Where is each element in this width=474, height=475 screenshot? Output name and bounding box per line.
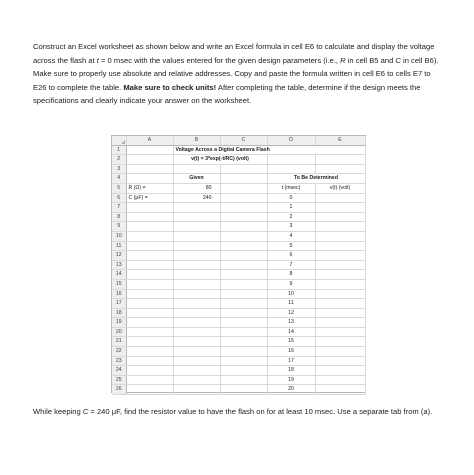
sheet-cell[interactable]: [315, 366, 365, 376]
instruction-text: Construct an Excel worksheet as shown below and write an Excel formula in cell E6 to calculate and display the voltage across the flash at: [33, 42, 435, 65]
row-number[interactable]: 5: [112, 183, 126, 193]
sheet-cell[interactable]: [173, 270, 220, 280]
sheet-cell[interactable]: [315, 241, 365, 251]
variable-c: C: [395, 55, 401, 65]
sheet-cell[interactable]: [267, 155, 315, 165]
sheet-row: [112, 308, 365, 318]
sheet-cell[interactable]: [220, 231, 267, 241]
sheet-row: [112, 270, 365, 280]
sheet-cell[interactable]: [315, 289, 365, 299]
sheet-row: [112, 231, 365, 241]
sheet-cell[interactable]: [126, 222, 173, 232]
sheet-cell[interactable]: [126, 318, 173, 328]
sheet-cell[interactable]: [126, 174, 173, 184]
row-number[interactable]: 14: [112, 270, 126, 280]
row-number[interactable]: 25: [112, 375, 126, 385]
t-value-cell[interactable]: 20: [267, 385, 315, 395]
sheet-row: [112, 375, 365, 385]
sheet-cell[interactable]: [126, 347, 173, 357]
sheet-row: [112, 241, 365, 251]
t-value-cell[interactable]: 5: [267, 241, 315, 251]
sheet-cell[interactable]: [173, 251, 220, 261]
sheet-row: [112, 318, 365, 328]
sheet-cell[interactable]: [173, 241, 220, 251]
sheet-cell[interactable]: [315, 318, 365, 328]
t-value-cell[interactable]: 2: [267, 212, 315, 222]
instruction-text: in cell B5 and: [345, 55, 396, 65]
t-value-cell[interactable]: 11: [267, 299, 315, 309]
sheet-cell[interactable]: [220, 299, 267, 309]
sheet-row: [112, 145, 365, 155]
sheet-row: [112, 174, 365, 184]
sheet-cell[interactable]: [126, 356, 173, 366]
row-number[interactable]: 12: [112, 251, 126, 261]
instruction-text: = 0 msec with the values entered for the given design parameters (i.e.,: [98, 55, 341, 65]
row-number[interactable]: 22: [112, 347, 126, 357]
row-number[interactable]: 7: [112, 203, 126, 213]
sheet-row: [112, 347, 365, 357]
sheet-cell[interactable]: [220, 375, 267, 385]
sheet-row: [112, 260, 365, 270]
t-value-cell[interactable]: 6: [267, 251, 315, 261]
t-value-cell[interactable]: 3: [267, 222, 315, 232]
t-value-cell[interactable]: 13: [267, 318, 315, 328]
sheet-cell[interactable]: [126, 337, 173, 347]
formula-label-cell[interactable]: v(t) = 3*exp(-t/RC) (volt): [173, 155, 267, 165]
sheet-cell[interactable]: [315, 308, 365, 318]
sheet-cell[interactable]: [220, 337, 267, 347]
sheet-cell[interactable]: [220, 356, 267, 366]
instruction-text: While keeping: [33, 407, 83, 416]
sheet-cell[interactable]: [220, 366, 267, 376]
sheet-cell[interactable]: [315, 375, 365, 385]
sheet-cell[interactable]: [173, 289, 220, 299]
sheet-row: [112, 366, 365, 376]
sheet-row: [112, 193, 365, 203]
row-number[interactable]: 13: [112, 260, 126, 270]
given-label-cell[interactable]: Given: [173, 174, 220, 184]
sheet-cell[interactable]: [173, 299, 220, 309]
t-value-cell[interactable]: 8: [267, 270, 315, 280]
sheet-cell[interactable]: [126, 251, 173, 261]
row-number[interactable]: 20: [112, 327, 126, 337]
follow-up-paragraph: [33, 405, 443, 419]
sheet-row: [112, 385, 365, 395]
row-number[interactable]: 6: [112, 193, 126, 203]
sheet-row: [112, 337, 365, 347]
sheet-cell[interactable]: [173, 347, 220, 357]
sheet-cell[interactable]: [315, 347, 365, 357]
sheet-cell[interactable]: [126, 203, 173, 213]
sheet-cell[interactable]: [126, 385, 173, 395]
sheet-cell[interactable]: [126, 145, 173, 155]
sheet-cell[interactable]: [173, 212, 220, 222]
instruction-text: in cell B6). Make sure to properly use absolute and relative addresses. Copy and paste the formula written in cell E6 to cells E7 to E26 to complete the table.: [33, 55, 439, 92]
r-label-cell[interactable]: R (Ω) =: [126, 183, 173, 193]
sheet-cell[interactable]: [126, 164, 173, 174]
row-number[interactable]: 1: [112, 145, 126, 155]
sheet-cell[interactable]: [220, 241, 267, 251]
sheet-cell[interactable]: [315, 299, 365, 309]
t-value-cell[interactable]: 0: [267, 193, 315, 203]
check-units-emphasis: Make sure to check units!: [123, 82, 217, 92]
row-number[interactable]: 23: [112, 356, 126, 366]
sheet-row: [112, 155, 365, 165]
sheet-cell[interactable]: [315, 385, 365, 395]
sheet-row: [112, 279, 365, 289]
sheet-cell[interactable]: [315, 270, 365, 280]
sheet-row: [112, 251, 365, 261]
sheet-cell[interactable]: [126, 366, 173, 376]
sheet-cell[interactable]: [126, 308, 173, 318]
sheet-cell[interactable]: [173, 222, 220, 232]
sheet-cell[interactable]: [220, 193, 267, 203]
sheet-cell[interactable]: [220, 318, 267, 328]
sheet-cell[interactable]: [126, 155, 173, 165]
row-number[interactable]: 11: [112, 241, 126, 251]
sheet-cell[interactable]: [220, 164, 267, 174]
sheet-cell[interactable]: [173, 375, 220, 385]
spreadsheet-image: [111, 135, 366, 393]
t-value-cell[interactable]: 7: [267, 260, 315, 270]
sheet-row: [112, 327, 365, 337]
sheet-row: [112, 299, 365, 309]
variable-t: t: [96, 55, 99, 65]
sheet-cell[interactable]: [220, 279, 267, 289]
sheet-title-cell[interactable]: Voltage Across a Digital Camera Flash: [173, 145, 365, 155]
t-value-cell[interactable]: 9: [267, 279, 315, 289]
sheet-cell[interactable]: [315, 260, 365, 270]
sheet-row: [112, 164, 365, 174]
sheet-row: [112, 212, 365, 222]
column-header-row: [112, 136, 365, 145]
row-number[interactable]: 9: [112, 222, 126, 232]
to-be-determined-label-cell[interactable]: To Be Determined: [267, 174, 365, 184]
sheet-cell[interactable]: [315, 231, 365, 241]
sheet-cell[interactable]: [126, 241, 173, 251]
column-header-b[interactable]: B: [173, 136, 220, 145]
column-header-a[interactable]: A: [126, 136, 173, 145]
sheet-cell[interactable]: [173, 318, 220, 328]
t-value-cell[interactable]: 4: [267, 231, 315, 241]
sheet-cell[interactable]: [126, 375, 173, 385]
sheet-cell[interactable]: [173, 308, 220, 318]
sheet-cell[interactable]: [220, 222, 267, 232]
c-label-cell[interactable]: C (μF) =: [126, 193, 173, 203]
t-value-cell[interactable]: 10: [267, 289, 315, 299]
row-number[interactable]: 10: [112, 231, 126, 241]
sheet-cell[interactable]: [220, 270, 267, 280]
sheet-cell[interactable]: [315, 251, 365, 261]
select-all-corner[interactable]: [112, 136, 126, 145]
column-header-c[interactable]: C: [220, 136, 267, 145]
sheet-cell[interactable]: [315, 203, 365, 213]
sheet-cell[interactable]: [126, 299, 173, 309]
sheet-cell[interactable]: [173, 337, 220, 347]
row-number[interactable]: 19: [112, 318, 126, 328]
sheet-cell[interactable]: [315, 356, 365, 366]
sheet-cell[interactable]: [220, 289, 267, 299]
sheet-row: [112, 356, 365, 366]
sheet-cell[interactable]: [173, 366, 220, 376]
sheet-cell[interactable]: [220, 308, 267, 318]
sheet-cell[interactable]: [173, 279, 220, 289]
sheet-cell[interactable]: [173, 231, 220, 241]
sheet-cell[interactable]: [126, 212, 173, 222]
variable-r: R: [340, 55, 346, 65]
sheet-cell[interactable]: [315, 212, 365, 222]
r-value-cell[interactable]: 80: [173, 183, 220, 193]
instruction-text: After completing the table, determine if the design meets the specifications and clearly indicate your answer on the worksheet.: [33, 82, 421, 106]
sheet-cell[interactable]: [220, 174, 267, 184]
t-value-cell[interactable]: 16: [267, 347, 315, 357]
sheet-cell[interactable]: [315, 337, 365, 347]
t-value-cell[interactable]: 19: [267, 375, 315, 385]
t-header-cell[interactable]: t (msec): [267, 183, 315, 193]
row-number[interactable]: 21: [112, 337, 126, 347]
t-value-cell[interactable]: 18: [267, 366, 315, 376]
sheet-cell[interactable]: [126, 270, 173, 280]
column-header-d[interactable]: D: [267, 136, 315, 145]
row-number[interactable]: 24: [112, 366, 126, 376]
sheet-row: [112, 222, 365, 232]
row-number[interactable]: 26: [112, 385, 126, 395]
row-number[interactable]: 8: [112, 212, 126, 222]
row-number[interactable]: 17: [112, 299, 126, 309]
sheet-row: [112, 289, 365, 299]
sheet-cell[interactable]: [315, 155, 365, 165]
row-number[interactable]: 16: [112, 289, 126, 299]
sheet-cell[interactable]: [173, 356, 220, 366]
t-value-cell[interactable]: 15: [267, 337, 315, 347]
sheet-cell[interactable]: [173, 327, 220, 337]
sheet-cell[interactable]: [220, 212, 267, 222]
sheet-cell[interactable]: [126, 289, 173, 299]
t-value-cell[interactable]: 1: [267, 203, 315, 213]
instructions-paragraph: [33, 40, 443, 108]
sheet-cell[interactable]: [220, 327, 267, 337]
row-number[interactable]: 4: [112, 174, 126, 184]
sheet-cell[interactable]: [267, 164, 315, 174]
row-number[interactable]: 18: [112, 308, 126, 318]
row-number[interactable]: 15: [112, 279, 126, 289]
sheet-cell[interactable]: [220, 347, 267, 357]
sheet-cell[interactable]: [220, 183, 267, 193]
t-value-cell[interactable]: 12: [267, 308, 315, 318]
sheet-row: [112, 203, 365, 213]
row-number[interactable]: 2: [112, 155, 126, 165]
sheet-cell[interactable]: [315, 193, 365, 203]
sheet-cell[interactable]: [173, 260, 220, 270]
sheet-cell[interactable]: [220, 260, 267, 270]
spreadsheet-grid: [112, 136, 366, 395]
sheet-cell[interactable]: [173, 164, 220, 174]
sheet-cell[interactable]: [126, 231, 173, 241]
sheet-row: [112, 183, 365, 193]
instruction-text: = 240 μF, find the resistor value to have the flash on for at least 10 msec. Use a separate tab from (a).: [88, 407, 433, 416]
variable-c: C: [82, 407, 89, 416]
sheet-cell[interactable]: [173, 385, 220, 395]
column-header-e[interactable]: E: [315, 136, 365, 145]
sheet-cell[interactable]: [315, 279, 365, 289]
row-number[interactable]: 3: [112, 164, 126, 174]
sheet-cell[interactable]: [220, 385, 267, 395]
sheet-cell[interactable]: [220, 203, 267, 213]
sheet-cell[interactable]: [315, 327, 365, 337]
v-header-cell[interactable]: v(t) (volt): [315, 183, 365, 193]
t-value-cell[interactable]: 14: [267, 327, 315, 337]
sheet-cell[interactable]: [315, 222, 365, 232]
sheet-cell[interactable]: [173, 203, 220, 213]
t-value-cell[interactable]: 17: [267, 356, 315, 366]
sheet-cell[interactable]: [126, 279, 173, 289]
sheet-cell[interactable]: [315, 164, 365, 174]
sheet-cell[interactable]: [126, 327, 173, 337]
c-value-cell[interactable]: 240: [173, 193, 220, 203]
sheet-cell[interactable]: [126, 260, 173, 270]
sheet-cell[interactable]: [220, 251, 267, 261]
